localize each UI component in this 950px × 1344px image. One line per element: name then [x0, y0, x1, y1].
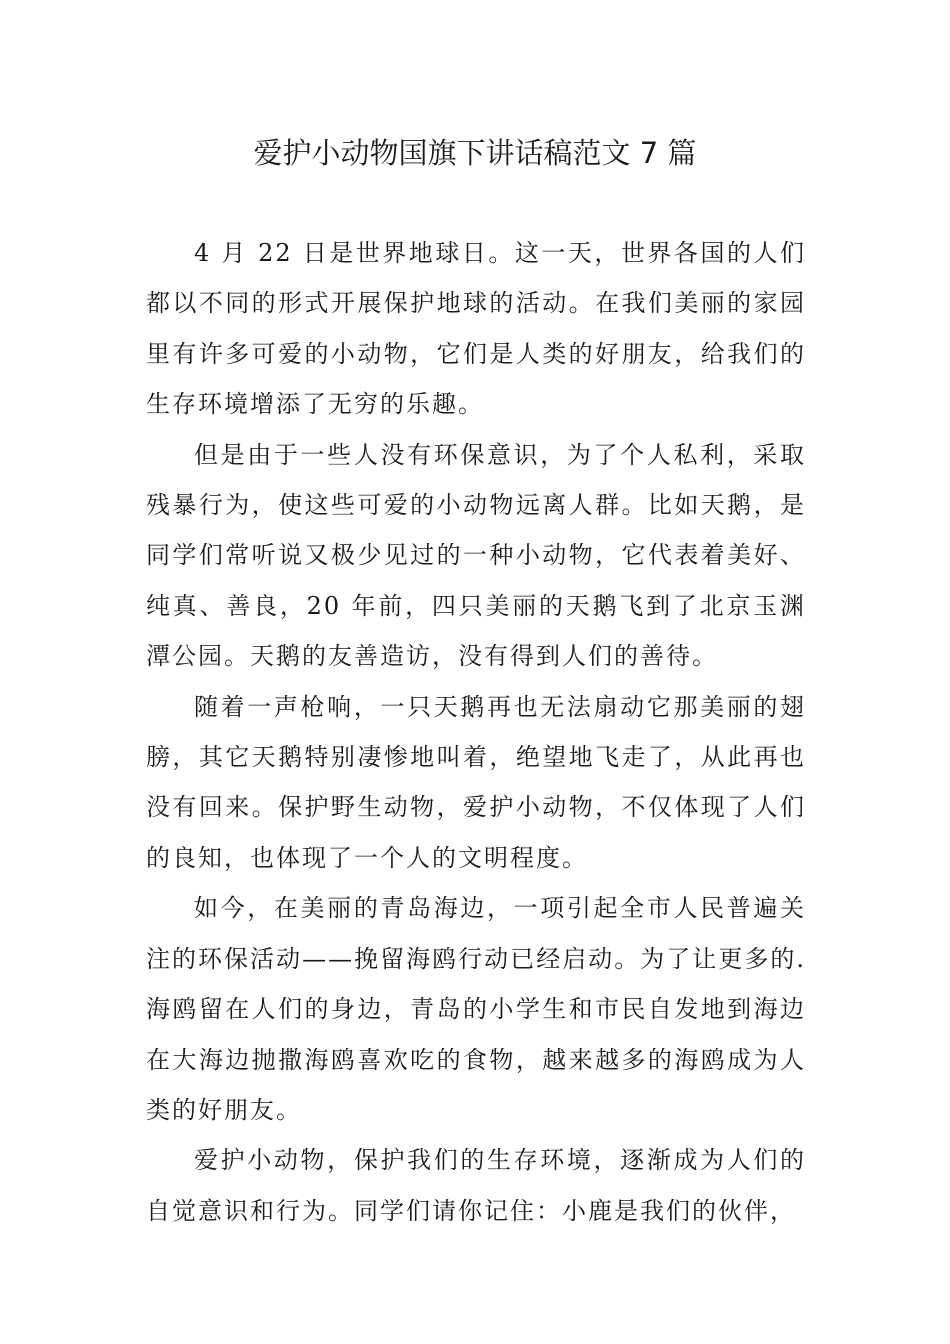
paragraph-protect-animals: 爱护小动物，保护我们的生存环境，逐渐成为人们的自觉意识和行为。同学们请你记住：小鹿是我们的伙伴，	[146, 1146, 806, 1225]
document-body	[146, 228, 806, 1236]
paragraph-seagulls: 如今，在美丽的青岛海边，一项引起全市人民普遍关注的环保活动——挽留海鸥行动已经启动。为了让更多的.海鸥留在人们的身边，青岛的小学生和市民自发地到海边在大海边抛撒海鸥喜欢吃的食物，越来越多的海鸥成为人类的好朋友。	[146, 894, 806, 1124]
paragraph-earth-day: 4 月 22 日是世界地球日。这一天，世界各国的人们都以不同的形式开展保护地球的活动。在我们美丽的家园里有许多可爱的小动物，它们是人类的好朋友，给我们的生存环境增添了无穷的乐趣。	[146, 239, 806, 419]
paragraph-gunshot: 随着一声枪响，一只天鹅再也无法扇动它那美丽的翅膀，其它天鹅特别凄惨地叫着，绝望地飞走了，从此再也没有回来。保护野生动物，爱护小动物，不仅体现了人们的良知，也体现了一个人的文明程度。	[146, 692, 806, 872]
document-title: 爱护小动物国旗下讲话稿范文 7 篇	[253, 136, 697, 170]
paragraph-swans: 但是由于一些人没有环保意识，为了个人私利，采取残暴行为，使这些可爱的小动物远离人群。比如天鹅，是同学们常听说又极少见过的一种小动物，它代表着美好、纯真、善良，20 年前，四只美丽的天鹅飞到了北京玉渊潭公园。天鹅的友善造访，没有得到人们的善待。	[146, 440, 806, 671]
